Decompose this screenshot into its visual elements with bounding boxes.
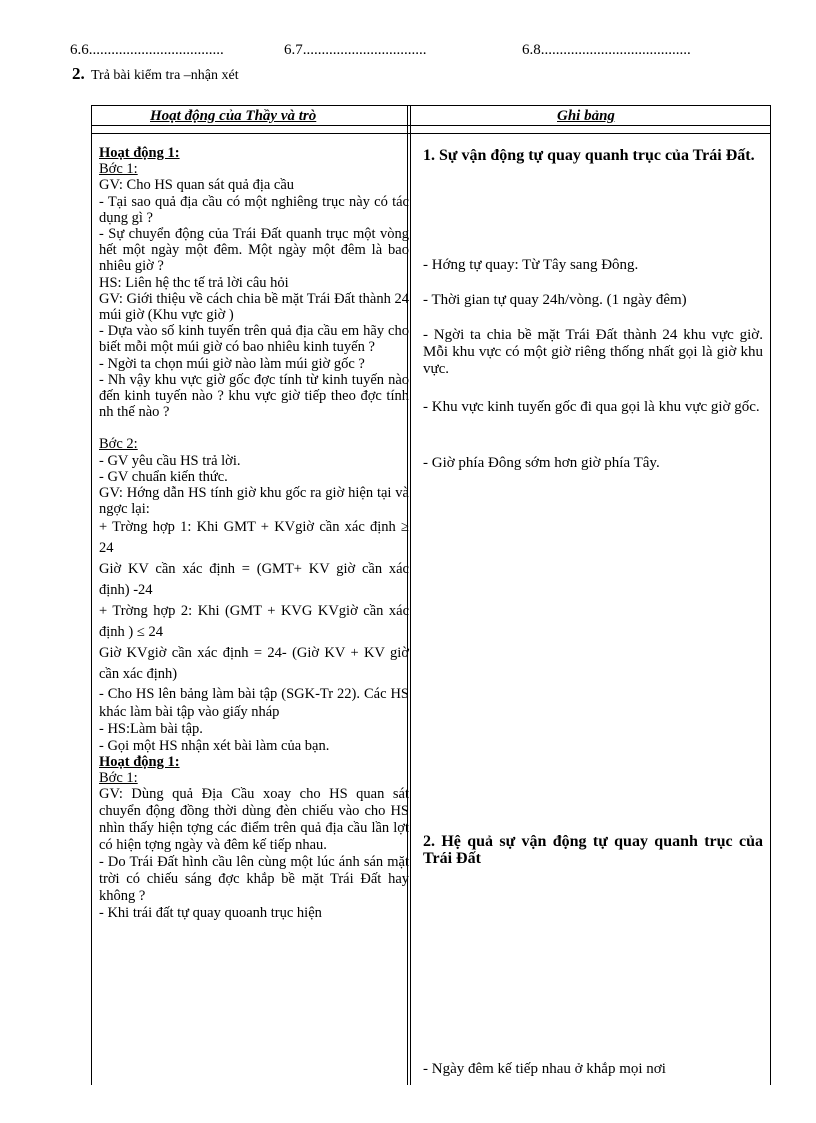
activity-heading: Hoạt động 1: bbox=[99, 145, 180, 161]
formula-2: Giờ KVgiờ cần xác định = 24- (Giờ KV + KV giờ cần xác định) bbox=[99, 645, 409, 683]
left-text: - Cho HS lên bảng làm bài tập (SGK-Tr 22). Các HS khác làm bài tập vào giấy nháp bbox=[99, 686, 409, 721]
left-text: - Tại sao quả địa cầu có một nghiêng trục này có tác dụng gì ? bbox=[99, 193, 409, 226]
left-text: - Gọi một HS nhận xét bài làm của bạn. bbox=[99, 737, 330, 754]
left-text: HS: Liên hệ thc tế trả lời câu hỏi bbox=[99, 274, 289, 291]
activity-heading: Hoạt động 1: bbox=[99, 753, 180, 770]
formula-case-2: + Trờng hợp 2: Khi (GMT + KVG KVgiờ cần xác định ) ≤ 24 bbox=[99, 603, 409, 641]
left-text: - Khi trái đất tự quay quoanh trục hiện bbox=[99, 905, 322, 922]
formula-1: Giờ KV cần xác định = (GMT+ KV giờ cần xác định) -24 bbox=[99, 561, 409, 599]
section-title: Trả bài kiểm tra –nhận xét bbox=[91, 68, 239, 83]
step-label: Bớc 1: bbox=[99, 161, 138, 178]
section-heading bbox=[72, 64, 239, 84]
left-text: GV: Giới thiệu về cách chia bề mặt Trái Đất thành 24 múi giờ (Khu vực giờ ) bbox=[99, 290, 409, 324]
left-text: - Ngời ta chọn múi giờ nào làm múi giờ gốc ? bbox=[99, 355, 365, 372]
activities-column bbox=[99, 145, 409, 921]
left-text: - GV yêu cầu HS trả lời. bbox=[99, 452, 241, 469]
header-board: Ghi bảng bbox=[557, 108, 615, 124]
board-text: - Ngày đêm kế tiếp nhau ở khắp mọi nơi bbox=[423, 1061, 666, 1077]
board-text: - Khu vực kinh tuyến gốc đi qua gọi là khu vực giờ gốc. bbox=[423, 399, 760, 415]
board-heading-2: 2. Hệ quả sự vận động tự quay quanh trục của Trái Đất bbox=[423, 833, 763, 867]
left-text: - Dựa vào số kinh tuyến trên quả địa cầu em hãy cho biết mỗi một múi giờ có bao nhiêu kinh tuyến ? bbox=[99, 323, 409, 356]
step-label: Bớc 2: bbox=[99, 436, 138, 453]
board-text: - Thời gian tự quay 24h/vòng. (1 ngày đêm) bbox=[423, 292, 687, 308]
left-text: - HS:Làm bài tập. bbox=[99, 721, 203, 738]
header-activities: Hoạt động của Thầy và trò bbox=[150, 108, 317, 124]
step-label: Bớc 1: bbox=[99, 770, 138, 787]
left-text: - GV chuẩn kiến thức. bbox=[99, 468, 228, 485]
left-text: - Nh vậy khu vực giờ gốc đợc tính từ kinh tuyến nào đến kinh tuyến nào ? khu vực giờ tiếp theo đợc tính nh thế nào ? bbox=[99, 371, 409, 421]
formula-case-1: + Trờng hợp 1: Khi GMT + KVgiờ cần xác định ≥ 24 bbox=[99, 519, 409, 557]
section-number: 2. bbox=[72, 64, 85, 83]
left-text: GV: Dùng quả Địa Cầu xoay cho HS quan sát chuyển động đồng thời dùng đèn chiếu vào cho HS nhìn thấy hiện tợng các điểm trên quả địa cầu lần lợt có hiện tợng ngày và đêm kế tiếp nhau. bbox=[99, 786, 409, 854]
item-6-6: 6.6.................................... bbox=[70, 42, 224, 58]
left-text: GV: Hớng dẫn HS tính giờ khu gốc ra giờ hiện tại và ngợc lại: bbox=[99, 485, 409, 518]
board-text: - Giờ phía Đông sớm hơn giờ phía Tây. bbox=[423, 455, 660, 471]
board-text: - Hớng tự quay: Từ Tây sang Đông. bbox=[423, 257, 639, 273]
item-6-8: 6.8........................................ bbox=[522, 42, 691, 58]
item-6-7: 6.7................................. bbox=[284, 42, 427, 58]
board-heading-1: 1. Sự vận động tự quay quanh trục của Trái Đất. bbox=[423, 147, 755, 164]
board-text: - Ngời ta chia bề mặt Trái Đất thành 24 khu vực giờ. Mỗi khu vực có một giờ riêng thống nhất gọi là giờ khu vực. bbox=[423, 327, 763, 377]
left-text: GV: Cho HS quan sát quả địa cầu bbox=[99, 177, 295, 194]
left-text: - Sự chuyển động của Trái Đất quanh trục một vòng hết một ngày một đêm. Một ngày một đêm là bao nhiêu giờ ? bbox=[99, 226, 409, 275]
top-line bbox=[70, 42, 770, 62]
left-text: - Do Trái Đất hình cầu lên cùng một lúc ánh sán mặt trời có chiếu sáng đợc khắp bề mặt Trái Đất hay không ? bbox=[99, 854, 409, 905]
